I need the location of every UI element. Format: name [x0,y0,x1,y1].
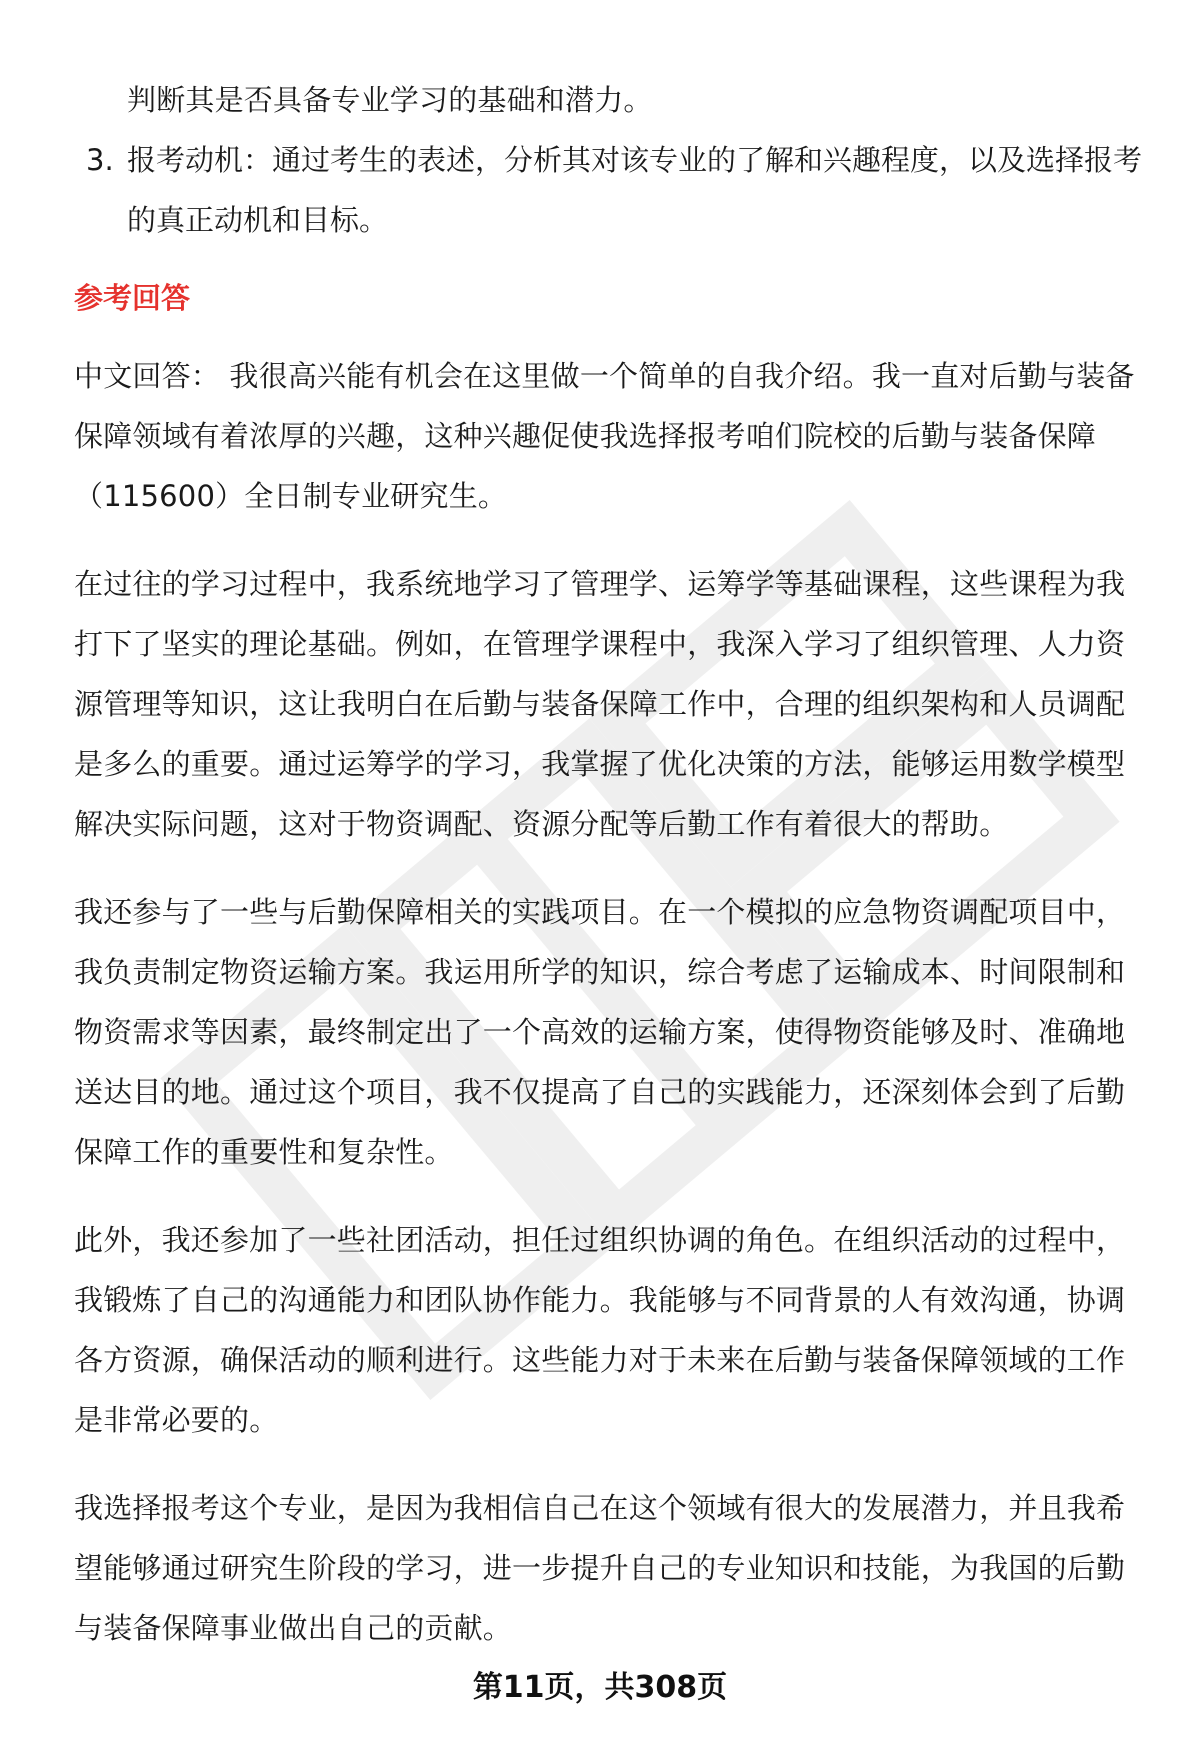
paragraph-motivation: 我选择报考这个专业，是因为我相信自己在这个领域有很大的发展潜力，并且我希望能够通过研究生阶段的学习，进一步提升自己的专业知识和技能，为我国的后勤与装备保障事业做出自己的贡献。 [74,1491,1126,1645]
list-number: 3. [86,143,114,177]
document-content [74,70,1154,1658]
list-item [74,130,1154,250]
page-number-footer: 第11页，共308页 [472,1670,728,1705]
paragraph-practice: 我还参与了一些与后勤保障相关的实践项目。在一个模拟的应急物资调配项目中，我负责制定物资运输方案。我运用所学的知识，综合考虑了运输成本、时间限制和物资需求等因素，最终制定出了一个高效的运输方案，使得物资能够及时、准确地送达目的地。通过这个项目，我不仅提高了自己的实践能力，还深刻体会到了后勤保障工作的重要性和复杂性。 [74,895,1126,1169]
list-text: 报考动机：通过考生的表述，分析其对该专业的了解和兴趣程度，以及选择报考的真正动机和目标。 [127,143,1143,237]
section-title: 参考回答 [74,281,191,315]
paragraph-study: 在过往的学习过程中，我系统地学习了管理学、运筹学等基础课程，这些课程为我打下了坚实的理论基础。例如，在管理学课程中，我深入学习了组织管理、人力资源管理等知识，这让我明白在后勤与装备保障工作中，合理的组织架构和人员调配是多么的重要。通过运筹学的学习，我掌握了优化决策的方法，能够运用数学模型解决实际问题，这对于物资调配、资源分配等后勤工作有着很大的帮助。 [74,567,1126,841]
list-item-continuation: 判断其是否具备专业学习的基础和潜力。 [127,83,653,117]
paragraph-intro: 中文回答： 我很高兴能有机会在这里做一个简单的自我介绍。我一直对后勤与装备保障领域有着浓厚的兴趣，这种兴趣促使我选择报考咱们院校的后勤与装备保障（115600）全日制专业研究生。 [74,359,1135,513]
paragraph-activities: 此外，我还参加了一些社团活动，担任过组织协调的角色。在组织活动的过程中，我锻炼了自己的沟通能力和团队协作能力。我能够与不同背景的人有效沟通，协调各方资源，确保活动的顺利进行。这些能力对于未来在后勤与装备保障领域的工作是非常必要的。 [74,1223,1126,1437]
